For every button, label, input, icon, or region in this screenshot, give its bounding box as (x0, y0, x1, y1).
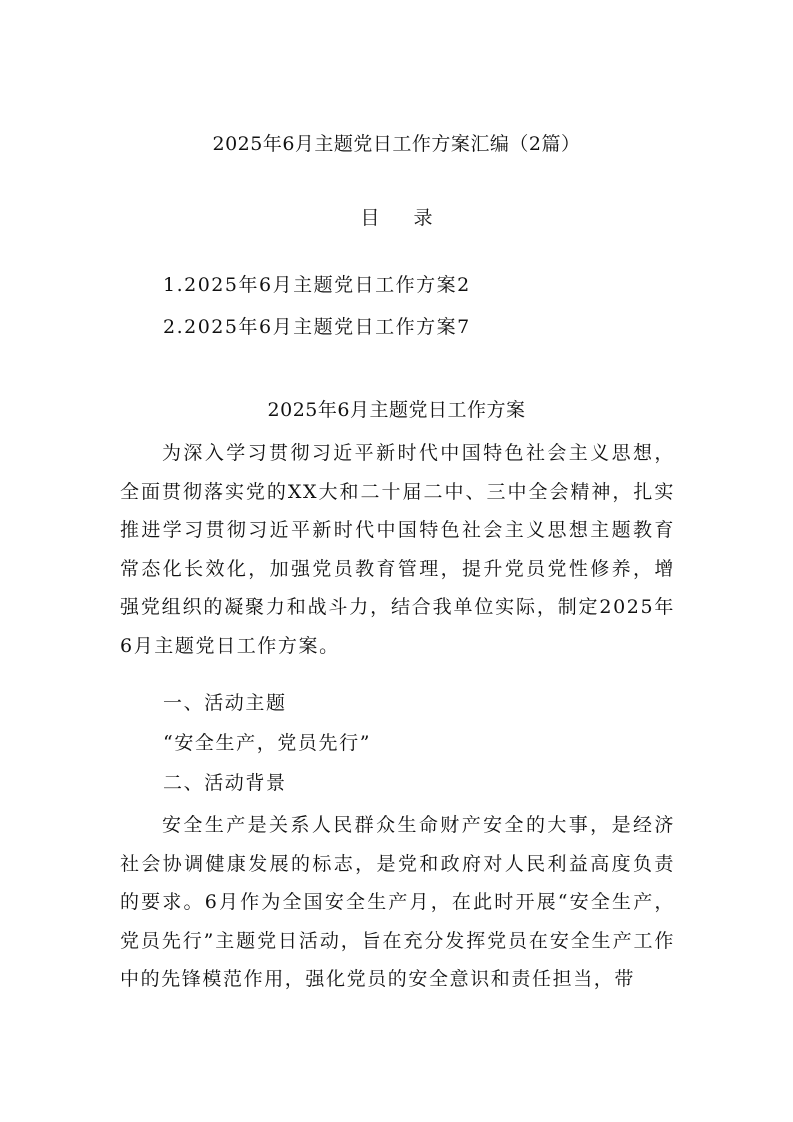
intro-paragraph-block (120, 434, 675, 665)
document-title: 2025年6月主题党日工作方案汇编（2篇） (212, 133, 581, 155)
heading-activity-theme: 一、活动主题 (163, 692, 287, 714)
intro-paragraph: 为深入学习贯彻习近平新时代中国特色社会主义思想，全面贯彻落实党的XX大和二十届二中、三中全会精神，扎实推进学习贯彻习近平新时代中国特色社会主义思想主题教育常态化长效化，加强党员教育管理，提升党员党性修养，增强党组织的凝聚力和战斗力，结合我单位实际，制定2025年6月主题党日工作方案。 (120, 442, 675, 657)
toc-item[interactable]: 2.2025年6月主题党日工作方案7 (163, 316, 471, 338)
background-paragraph: 安全生产是关系人民群众生命财产安全的大事，是经济社会协调健康发展的标志，是党和政府对人民利益高度负责的要求。6月作为全国安全生产月，在此时开展“安全生产，党员先行”主题党日活动，旨在充分发挥党员在安全生产工作中的先锋模范作用，强化党员的安全意识和责任担当，带 (120, 814, 675, 990)
toc-item[interactable]: 1.2025年6月主题党日工作方案2 (163, 274, 471, 296)
toc-heading: 目 录 (360, 207, 447, 229)
theme-quote: “安全生产，党员先行” (163, 732, 372, 754)
background-paragraph-block (120, 806, 675, 999)
heading-activity-background: 二、活动背景 (163, 772, 287, 794)
section-title: 2025年6月主题党日工作方案 (267, 399, 526, 421)
